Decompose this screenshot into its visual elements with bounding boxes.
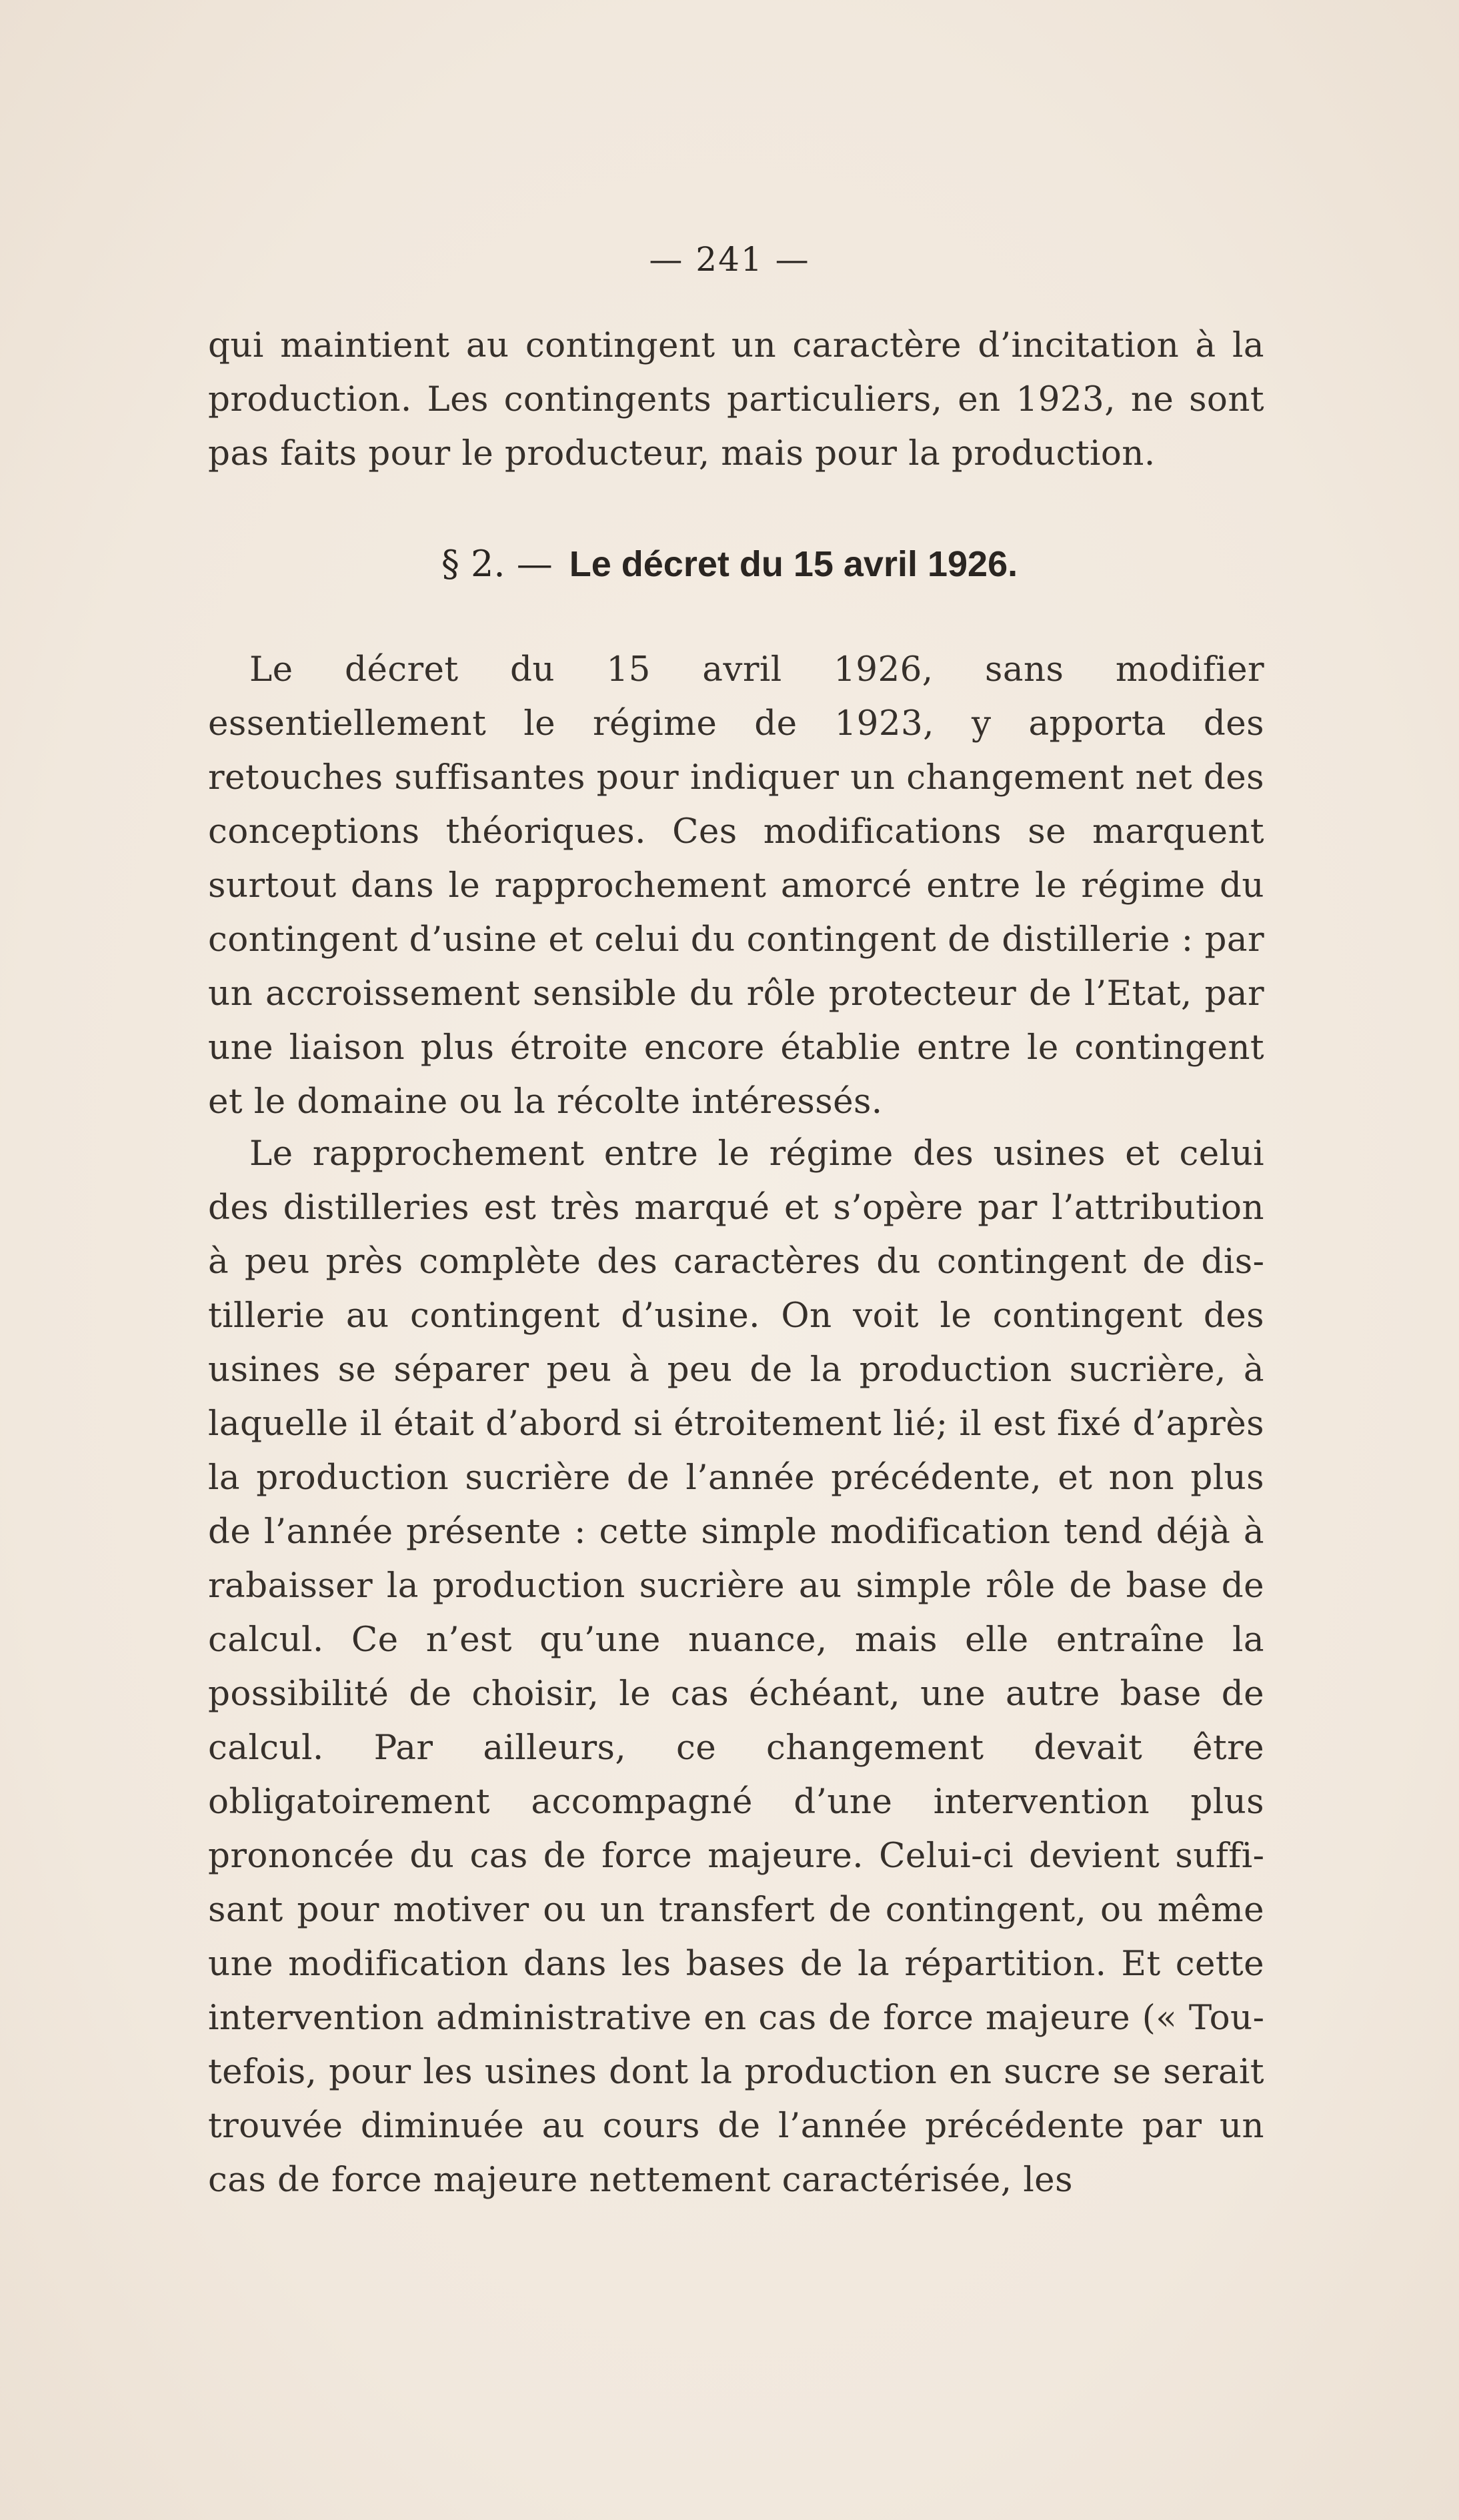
section-title: Le décret du 15 avril 1926. [569, 544, 1018, 584]
intro-paragraph-block [208, 319, 1264, 481]
intro-paragraph: qui maintient au contingent un caractère d’incitation à la production. Les contingents particuliers, en 1923, ne sont pas faits pour le producteur, mais pour la production. [208, 325, 1264, 473]
section-number: § 2. — [441, 543, 553, 585]
paragraph: Le décret du 15 avril 1926, sans modifier essentiellement le régime de 1923, y apporta des retouches suffisantes pour indiquer un changement net des conceptions théoriques. Ces modifications se marquent surtout dans le rapprochement amorcé entre le régime du contingent d’usine et celui du contingent de distillerie : par un accroissement sensible du rôle protecteur de l’Etat, par une liaison plus étroite encore établie entre le contingent et le domaine ou la récolte intéressés. [208, 650, 1264, 1122]
paragraph-block-2 [208, 1127, 1264, 2207]
page-number: — 241 — [649, 240, 810, 279]
paragraph: Le rapprochement entre le régime des usines et celui des distilleries est très marqué et s’opère par l’attribution à peu près complète des caractères du contingent de distillerie au contingent d’usine. On voit le contingent des usines se séparer peu à peu de la production sucrière, à laquelle il était d’abord si étroitement lié; il est fixé d’après la production sucrière de l’année précédente, et non plus de l’année présente : cette simple modification tend déjà à rabaisser la production sucrière au simple rôle de base de calcul. Ce n’est qu’une nuance, mais elle entraîne la possibilité de choisir, le cas échéant, une autre base de calcul. Par ailleurs, ce changement devait être obligatoirement accompagné d’une intervention plus prononcée du cas de force majeure. Celui-ci devient suffisant pour motiver ou un transfert de contingent, ou même une modification dans les bases de la répartition. Et cette intervention administrative en cas de force majeure (« Toutefois, pour les usines dont la production en sucre se serait trouvée diminuée au cours de l’année précédente par un cas de force majeure nettement caractérisée, les [208, 1134, 1264, 2200]
paragraph-block-1 [208, 643, 1264, 1129]
section-heading [0, 543, 1459, 585]
